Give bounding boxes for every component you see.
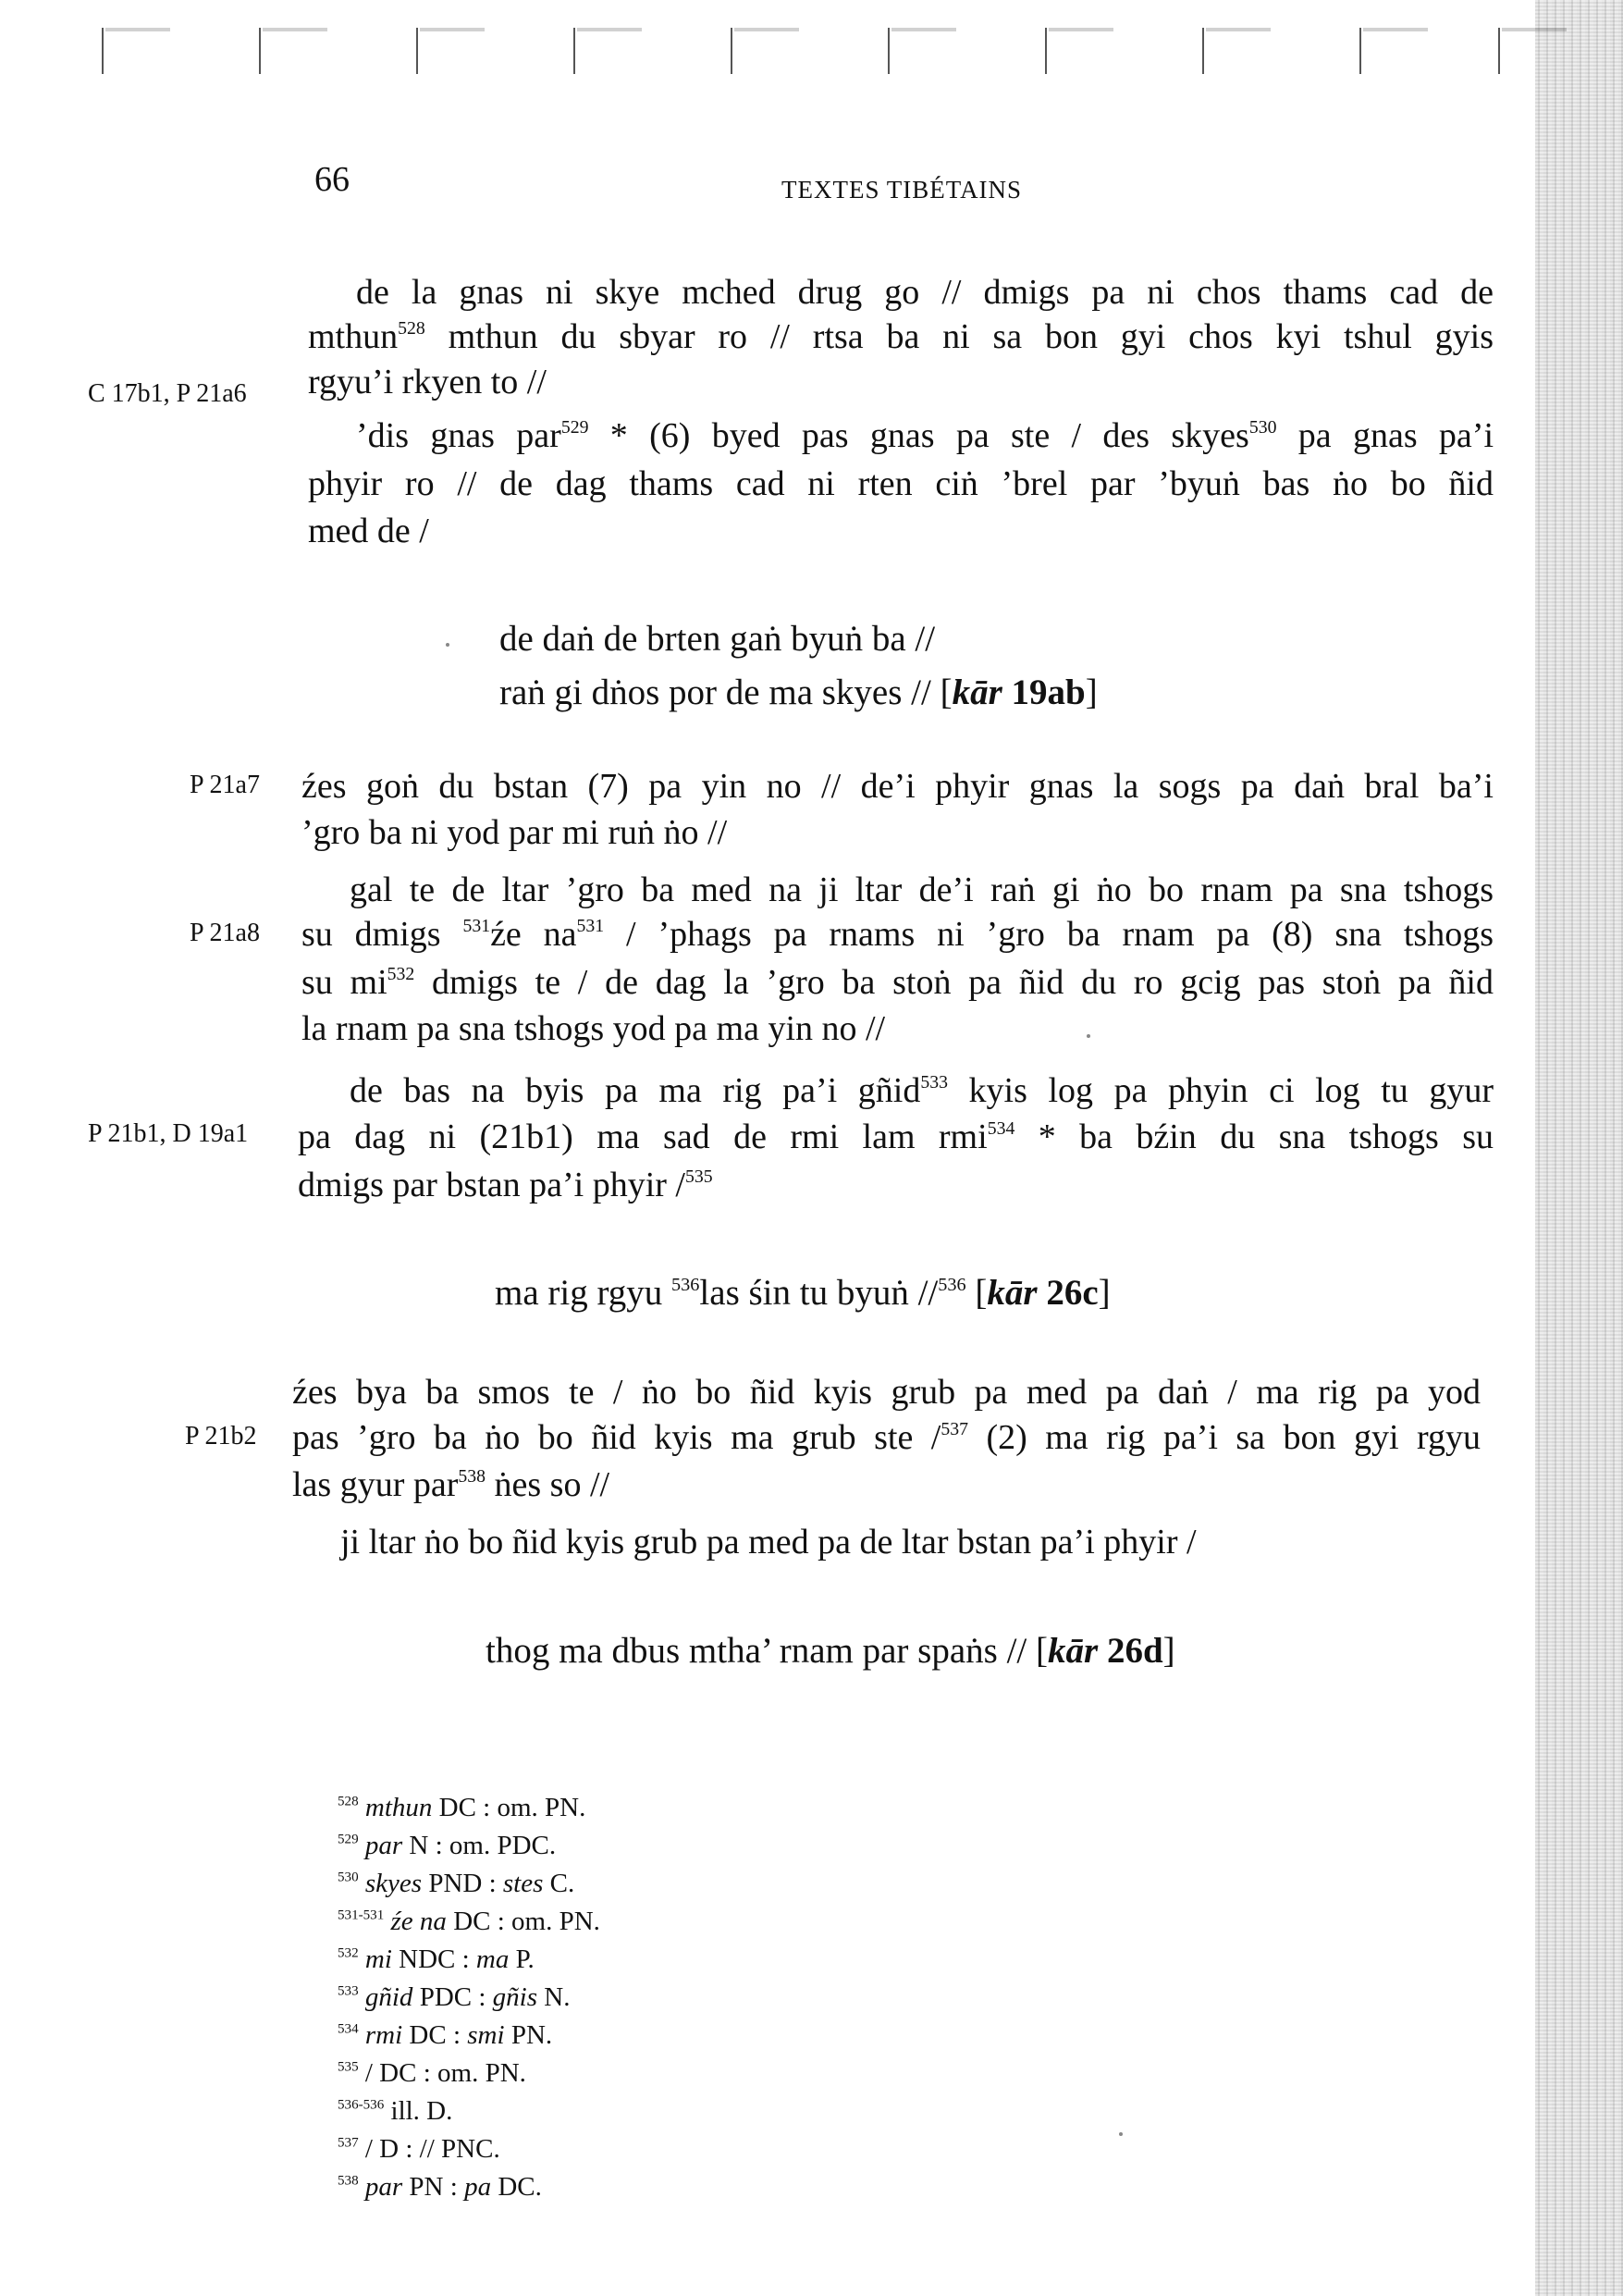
footnote-ref[interactable]: 538 xyxy=(458,1466,486,1487)
page-number: 66 xyxy=(314,160,350,199)
footnote-ref[interactable]: 531 xyxy=(462,916,491,937)
scan-speck xyxy=(1119,2132,1123,2136)
body-line: gal te de ltar ’gro ba med na ji ltar de’i raṅ gi ṅo bo rnam pa sna tshogs xyxy=(350,870,1494,909)
body-line: de la gnas ni skye mched drug go // dmigs pa ni chos thams cad de xyxy=(356,273,1494,312)
footnote: $^{531-531}$ źe na DC : om. PN. xyxy=(338,1907,600,1936)
verse-line: thog ma dbus mtha’ rnam par spaṅs // [kār 26d] xyxy=(486,1631,1175,1671)
footnote: $^{529}$ par N : om. PDC. xyxy=(338,1831,557,1860)
footnote: $^{537}$ / D : // PNC. xyxy=(338,2134,500,2164)
verse-line: ma rig rgyu $^{536}$las śin tu byuṅ //$^{536}$ [kār 26c] xyxy=(495,1273,1111,1313)
footnote: $^{530}$ skyes PND : stes C. xyxy=(338,1869,575,1898)
footnote: $^{533}$ gñid PDC : gñis N. xyxy=(338,1982,571,2012)
footnote: $^{528}$ mthun DC : om. PN. xyxy=(338,1793,586,1822)
footnote: $^{536-536}$ ill. D. xyxy=(338,2096,453,2126)
footnote: $^{535}$ / DC : om. PN. xyxy=(338,2058,526,2088)
body-line: su $mi^{532}$ dmigs te / de dag la ’gro ba stoṅ pa ñid du ro gcig pas stoṅ pa ñid xyxy=(301,963,1494,1002)
footnote-ref[interactable]: 534 xyxy=(987,1118,1015,1140)
body-line: las gyur par$^{538}$ ṅes so // xyxy=(292,1465,610,1504)
body-line: źes goṅ du bstan (7) pa yin no // de’i phyir gnas la sogs pa daṅ bral ba’i xyxy=(301,767,1494,806)
scan-speck xyxy=(1087,1034,1090,1038)
body-line: rgyu’i rkyen to // xyxy=(308,363,547,401)
body-line: pa dag ni (21b1) ma sad de rmi lam rmi$^{534}$ * ba bźin du sna tshogs su xyxy=(298,1117,1494,1156)
margin-reference: P 21b1, D 19a1 xyxy=(88,1119,249,1148)
scan-speck xyxy=(446,643,449,647)
footnote-ref[interactable]: 532 xyxy=(387,964,415,985)
body-line: ’gro ba ni yod par mi ruṅ ṅo // xyxy=(301,813,728,852)
body-line: su dmigs $^{531}$źe $na^{531}$ / ’phags pa rnams ni ’gro ba rnam pa (8) sna tshogs xyxy=(301,915,1494,954)
footnote: $^{532}$ mi NDC : ma P. xyxy=(338,1944,535,1974)
footnote: $^{538}$ par PN : pa DC. xyxy=(338,2172,542,2202)
footnote-ref[interactable]: 530 xyxy=(1248,417,1277,438)
footnote-ref[interactable]: 537 xyxy=(941,1419,968,1440)
footnote-ref[interactable]: 535 xyxy=(684,1167,713,1188)
verse-line: de daṅ de brten gaṅ byuṅ ba // xyxy=(499,619,936,659)
footnote-ref[interactable]: 528 xyxy=(398,318,425,339)
footnote-ref[interactable]: 536 xyxy=(938,1274,966,1295)
scan-edge-shadow xyxy=(1535,0,1623,2296)
body-line: źes bya ba smos te / ṅo bo ñid kyis grub pa med pa daṅ / ma rig pa yod xyxy=(292,1373,1481,1412)
body-line: pas ’gro ba ṅo bo ñid kyis ma grub ste /$^{537}$ (2) ma rig pa’i sa bon gyi rgyu xyxy=(292,1418,1481,1457)
margin-reference: P 21b2 xyxy=(185,1422,257,1450)
body-line: ’dis gnas par$^{529}$ * (6) byed pas gnas pa ste / des skyes$^{530}$ pa gnas pa’i xyxy=(356,416,1494,455)
body-line: la rnam pa sna tshogs yod pa ma yin no // xyxy=(301,1009,886,1048)
margin-reference: P 21a7 xyxy=(190,771,260,799)
running-title: TEXTES TIBÉTAINS xyxy=(781,176,1023,204)
footnote-ref[interactable]: 533 xyxy=(920,1072,948,1093)
body-line: mthun$^{528}$ mthun du sbyar ro // rtsa ba ni sa bon gyi chos kyi tshul gyis xyxy=(308,317,1494,356)
margin-reference: C 17b1, P 21a6 xyxy=(88,379,247,408)
body-line: phyir ro // de dag thams cad ni rten ciṅ ’brel par ’byuṅ bas ṅo bo ñid xyxy=(308,464,1494,503)
body-line: med de / xyxy=(308,512,429,550)
footnote: $^{534}$ rmi DC : smi PN. xyxy=(338,2020,553,2050)
footnote-ref[interactable]: 531 xyxy=(576,916,605,937)
body-line: de bas na byis pa ma rig pa’i gñid$^{533}$ kyis log pa phyin ci log tu gyur xyxy=(350,1071,1494,1110)
margin-reference: P 21a8 xyxy=(190,919,260,947)
body-line: ji ltar ṅo bo ñid kyis grub pa med pa de ltar bstan pa’i phyir / xyxy=(340,1523,1197,1562)
footnote-ref[interactable]: 529 xyxy=(560,417,589,438)
body-line: dmigs par bstan pa’i phyir /$^{535}$ xyxy=(298,1166,713,1204)
top-crop-marks xyxy=(102,28,1507,79)
footnote-ref[interactable]: 536 xyxy=(671,1274,700,1295)
verse-line: raṅ gi dṅos por de ma skyes // [kār 19ab] xyxy=(499,673,1098,712)
